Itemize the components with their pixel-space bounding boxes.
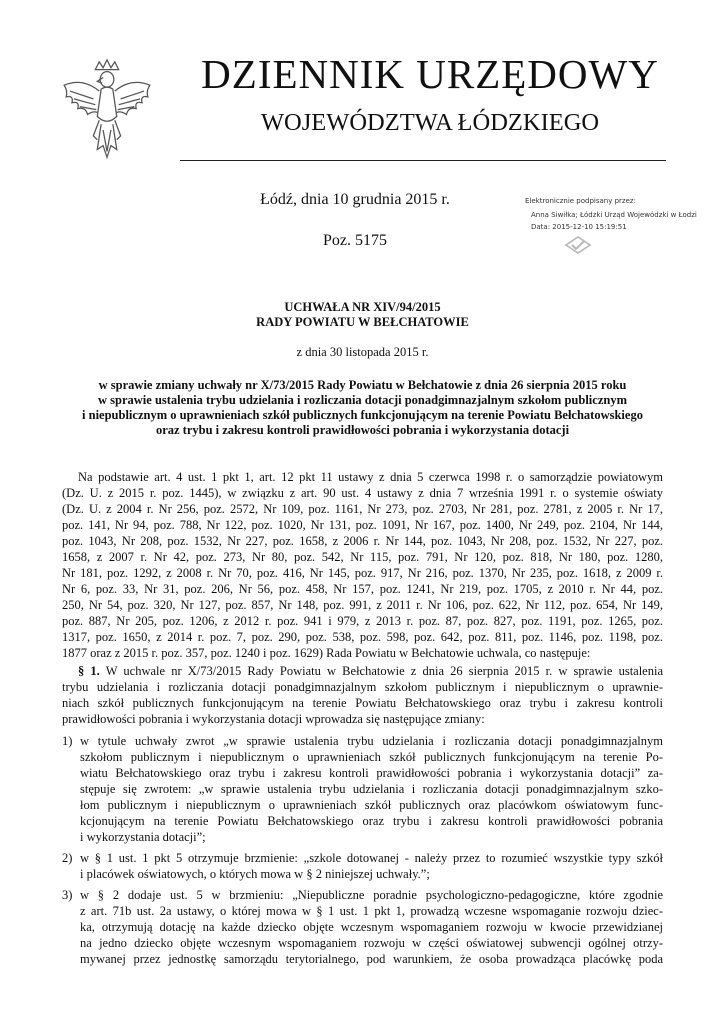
- list-item-line: z art. 71b ust. 2a ustawy, o której mowa w § 1 ust. 1 pkt 1, prowadzą wczesne wspomaganie rozwoju dziec-: [80, 904, 663, 918]
- signature-signer: Anna Siwiłka; Łódzki Urząd Wojewódzki w Łodzi: [531, 211, 697, 219]
- list-item-line: szkołom publicznym i niepublicznym o uprawnieniach szkół publicznych funkcjonującym na terenie Po-: [80, 750, 663, 764]
- list-item-line: i wykorzystania dotacji”;: [80, 830, 206, 844]
- preamble-line: 1877 oraz z 2015 r. poz. 357, poz. 1240 i poz. 1629) Rada Powiatu w Bełchatowie uchwala, co następuje:: [62, 646, 591, 660]
- list-item-line: mywanej przez jednostkę samorządu terytorialnego, pod warunkiem, że osoba prowadząca placówkę poda: [80, 952, 663, 966]
- list-item-line: wiatu Bełchatowskiego oraz trybu i zakresu kontroli prawidłowości pobrania i wykorzystania dotacji” za-: [80, 766, 663, 780]
- signature-label: Elektronicznie podpisany przez:: [525, 197, 636, 205]
- header-divider: [180, 160, 666, 161]
- resolution-date: z dnia 30 listopada 2015 r.: [296, 345, 429, 359]
- preamble-line: poz. 141, Nr 94, poz. 788, Nr 122, poz. 1020, Nr 131, poz. 1091, Nr 167, poz. 1400, Nr 249, poz. 2104, Nr 144,: [62, 518, 663, 532]
- resolution-subject-line: w sprawie zmiany uchwały nr X/73/2015 Rady Powiatu w Bełchatowie z dnia 26 sierpnia 2015 roku: [98, 378, 627, 392]
- list-item-number: 3): [62, 888, 73, 902]
- list-item-line: łom publicznym i niepublicznym o uprawnieniach szkół publicznych oraz placówkom oświatowym func-: [80, 798, 663, 812]
- section-1-line: prawidłowości pobrania i wykorzystania dotacji wprowadza się następujące zmiany:: [62, 712, 485, 726]
- signature-check-icon: [563, 234, 593, 256]
- signature-date: Data: 2015-12-10 15:19:51: [531, 223, 627, 231]
- preamble-line: (Dz. U. z 2015 r. poz. 1445), w związku z art. 90 ust. 4 ustawy z dnia 7 września 1991 r. o systemie oświaty: [62, 486, 663, 500]
- resolution-council: RADY POWIATU W BEŁCHATOWIE: [256, 315, 469, 329]
- position-number: Poz. 5175: [323, 232, 387, 249]
- preamble-line: 1317, poz. 1650, z 2014 r. poz. 7, poz. 290, poz. 538, poz. 598, poz. 642, poz. 811, poz. 1146, poz. 1198, poz.: [62, 630, 663, 644]
- publication-date: Łódź, dnia 10 grudnia 2015 r.: [260, 191, 450, 208]
- section-mark: § 1.: [78, 664, 100, 678]
- preamble-line: 250, Nr 54, poz. 320, Nr 127, poz. 857, Nr 148, poz. 991, z 2011 r. Nr 106, poz. 622, Nr 112, poz. 654, Nr 149,: [62, 598, 663, 612]
- resolution-subject-line: i niepublicznym o uprawnieniach szkół publicznych funkcjonującym na terenie Powiatu Bełchatowskiego: [82, 408, 643, 422]
- list-item-line: i placówek oświatowych, o których mowa w § 2 niniejszej uchwały.”;: [80, 867, 430, 881]
- list-item-line: ka, otrzymują dotację na każde dziecko objęte wczesnym wspomaganiem rozwoju w kwocie przewidzianej: [80, 920, 663, 934]
- list-item-number: 1): [62, 734, 73, 748]
- eagle-emblem-icon: [58, 56, 156, 168]
- list-item-line: w § 1 ust. 1 pkt 5 otrzymuje brzmienie: „szkole dotowanej - należy przez to rozumieć wszystkie typy szkół: [80, 851, 663, 865]
- preamble-line: Nr 6, poz. 33, Nr 31, poz. 206, Nr 56, poz. 458, Nr 157, poz. 1241, Nr 219, poz. 1705, z 2010 r. Nr 44, poz.: [62, 582, 663, 596]
- list-item-number: 2): [62, 851, 73, 865]
- section-1-line: trybu udzielania i rozliczania dotacji ponadgimnazjalnym szkołom publicznym i niepublicznym o uprawnie-: [62, 680, 663, 694]
- preamble-line: (Dz. U. z 2004 r. Nr 256, poz. 2572, Nr 109, poz. 1161, Nr 273, poz. 2703, Nr 281, poz. 2781, z 2005 r. Nr 17,: [62, 502, 663, 516]
- list-item-line: w § 2 dodaje ust. 5 w brzmieniu: „Niepubliczne poradnie psychologiczno-pedagogiczne, które zgodnie: [80, 888, 663, 902]
- resolution-subject-line: w sprawie ustalenia trybu udzielania i rozliczania dotacji ponadgimnazjalnym szkołom publicznym: [98, 393, 627, 407]
- list-item-line: stępuje się zwrotem: „w sprawie ustalenia trybu udzielania i rozliczania dotacji ponadgimnazjalnym szko-: [80, 782, 663, 796]
- list-item-line: na jedno dziecko objęte wczesnym wspomaganiem rozwoju w części oświatowej subwencji ogólnej otrzy-: [80, 936, 663, 950]
- resolution-title: UCHWAŁA NR XIV/94/2015: [284, 300, 441, 314]
- preamble-line: 1658, z 2007 r. Nr 42, poz. 273, Nr 80, poz. 542, Nr 115, poz. 791, Nr 120, poz. 818, Nr 180, poz. 1280,: [62, 550, 663, 564]
- preamble-line: Na podstawie art. 4 ust. 1 pkt 1, art. 12 pkt 11 ustawy z dnia 5 czerwca 1998 r. o samorządzie powiatowym: [78, 470, 663, 484]
- preamble-line: poz. 887, Nr 205, poz. 1206, z 2012 r. poz. 941 i 979, z 2013 r. poz. 87, poz. 827, poz. 1191, poz. 1265, poz.: [62, 614, 663, 628]
- journal-subtitle: WOJEWÓDZTWA ŁÓDZKIEGO: [260, 109, 600, 136]
- list-item-line: w tytule uchwały zwrot „w sprawie ustalenia trybu udzielania i rozliczania dotacji ponadgimnazjalnym: [80, 734, 663, 748]
- list-item-line: kcjonującym na terenie Powiatu Bełchatowskiego oraz trybu i zakresu kontroli prawidłowości pobrania: [80, 814, 663, 828]
- resolution-subject-line: oraz trybu i zakresu kontroli prawidłowości pobrania i wykorzystania dotacji: [155, 423, 570, 437]
- preamble-line: poz. 1043, Nr 208, poz. 1532, Nr 227, poz. 1658, z 2006 r. Nr 144, poz. 1043, Nr 208, poz. 1532, Nr 227, poz.: [62, 534, 663, 548]
- preamble-line: Nr 181, poz. 1292, z 2008 r. Nr 70, poz. 416, Nr 145, poz. 917, Nr 216, poz. 1370, Nr 235, poz. 1618, z 2009 r.: [62, 566, 663, 580]
- section-1-line: niach szkół publicznych funkcjonującym na terenie Powiatu Bełchatowskiego oraz trybu i zakresu kontroli: [62, 696, 663, 710]
- section-1-text: W uchwale nr X/73/2015 Rady Powiatu w Bełchatowie z dnia 26 sierpnia 2015 r. w sprawie ustalenia: [99, 664, 664, 678]
- section-1-line: [78, 663, 663, 679]
- journal-title: DZIENNIK URZĘDOWY: [201, 51, 659, 97]
